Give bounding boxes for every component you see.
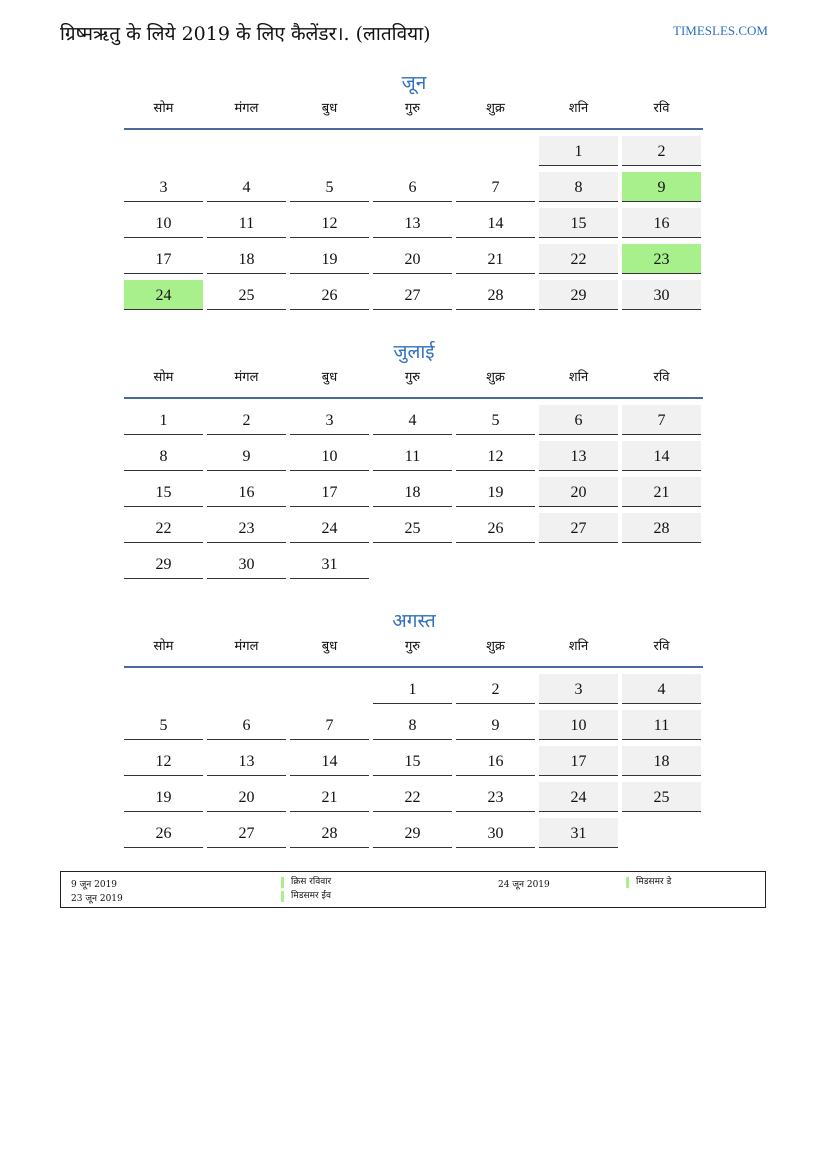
day-cell: 29 [373,818,452,848]
day-cell: 22 [539,244,618,274]
week-row [124,477,704,513]
day-cell: 16 [207,477,286,507]
weekday-header [124,98,704,128]
day-cell: 5 [290,172,369,202]
weekday-header [124,367,704,397]
legend-date: 23 जून 2019 [71,894,123,904]
empty-day-cell [373,136,452,166]
day-cell: 13 [207,746,286,776]
day-cell: 26 [290,280,369,310]
weekday-label: शनि [568,639,589,654]
legend-date: 9 जून 2019 [71,880,118,890]
day-cell: 27 [539,513,618,543]
day-cell: 16 [622,208,701,238]
weekday-label: रवि [653,101,670,116]
day-cell: 21 [290,782,369,812]
day-cell: 11 [373,441,452,471]
day-cell: 19 [124,782,203,812]
day-cell: 20 [207,782,286,812]
week-row [124,782,704,818]
weekday-label: शनि [568,101,589,116]
empty-day-cell [539,549,618,579]
day-cell: 7 [622,405,701,435]
day-cell: 5 [456,405,535,435]
day-cell: 6 [207,710,286,740]
legend-holiday-name: क्रिस रविवार [281,877,331,888]
day-cell: 20 [539,477,618,507]
day-cell: 22 [124,513,203,543]
week-row [124,280,704,316]
day-cell: 18 [373,477,452,507]
day-cell: 28 [622,513,701,543]
day-cell: 9 [622,172,701,202]
empty-day-cell [622,549,701,579]
day-cell: 23 [207,513,286,543]
day-cell: 23 [456,782,535,812]
day-cell: 31 [539,818,618,848]
day-cell: 30 [207,549,286,579]
day-cell: 4 [207,172,286,202]
week-row [124,674,704,710]
empty-day-cell [456,136,535,166]
day-cell: 8 [373,710,452,740]
site-link[interactable]: TIMESLES.COM [673,23,768,38]
day-cell: 29 [124,549,203,579]
week-row [124,172,704,208]
month-block [124,606,704,854]
day-cell: 6 [373,172,452,202]
week-row [124,136,704,172]
day-cell: 13 [373,208,452,238]
weekday-label: गुरु [404,639,421,654]
day-cell: 28 [290,818,369,848]
weekday-label: बुध [321,370,338,385]
day-cell: 2 [456,674,535,704]
weekday-label: गुरु [404,101,421,116]
day-cell: 6 [539,405,618,435]
day-cell: 25 [207,280,286,310]
weekday-label: मंगल [234,370,259,385]
day-cell: 14 [290,746,369,776]
day-cell: 10 [539,710,618,740]
day-cell: 14 [622,441,701,471]
week-row [124,549,704,585]
day-cell: 28 [456,280,535,310]
header-divider [124,128,703,130]
weekday-header [124,636,704,666]
day-cell: 30 [622,280,701,310]
day-cell: 25 [622,782,701,812]
empty-day-cell [290,674,369,704]
header-divider [124,397,703,399]
day-cell: 18 [207,244,286,274]
weekday-label: मंगल [234,101,259,116]
weekday-label: शुक्र [486,101,505,116]
week-row [124,818,704,854]
month-title: जून [401,72,427,94]
weekday-label: शुक्र [486,370,505,385]
day-cell: 15 [124,477,203,507]
day-cell: 11 [207,208,286,238]
weekday-label: मंगल [234,639,259,654]
day-cell: 2 [207,405,286,435]
day-cell: 29 [539,280,618,310]
day-cell: 30 [456,818,535,848]
weekday-label: सोम [153,370,174,385]
day-cell: 22 [373,782,452,812]
week-row [124,513,704,549]
day-cell: 3 [124,172,203,202]
day-cell: 17 [539,746,618,776]
day-cell: 1 [539,136,618,166]
weekday-label: शनि [568,370,589,385]
weekday-label: सोम [153,639,174,654]
day-cell: 9 [456,710,535,740]
week-row [124,244,704,280]
day-cell: 15 [539,208,618,238]
day-cell: 4 [373,405,452,435]
holiday-legend [60,871,766,908]
weekday-label: रवि [653,370,670,385]
day-cell: 21 [622,477,701,507]
day-cell: 17 [124,244,203,274]
day-cell: 26 [456,513,535,543]
day-cell: 7 [456,172,535,202]
day-cell: 12 [290,208,369,238]
day-cell: 5 [124,710,203,740]
weekday-label: बुध [321,101,338,116]
day-cell: 24 [539,782,618,812]
empty-day-cell [124,136,203,166]
weekday-label: शुक्र [486,639,505,654]
page-title: ग्रिष्मऋतु के लिये 2019 के लिए कैलेंडर।. (लातविया) [60,23,431,45]
legend-holiday-name: मिडसमर डे [626,877,671,888]
day-cell: 11 [622,710,701,740]
day-cell: 31 [290,549,369,579]
day-cell: 2 [622,136,701,166]
day-cell: 16 [456,746,535,776]
empty-day-cell [207,136,286,166]
day-cell: 27 [207,818,286,848]
weekday-label: बुध [321,639,338,654]
day-cell: 19 [290,244,369,274]
day-cell: 21 [456,244,535,274]
day-cell: 12 [456,441,535,471]
day-cell: 23 [622,244,701,274]
empty-day-cell [373,549,452,579]
day-cell: 25 [373,513,452,543]
day-cell: 17 [290,477,369,507]
day-cell: 3 [539,674,618,704]
day-cell: 1 [124,405,203,435]
day-cell: 20 [373,244,452,274]
day-cell: 9 [207,441,286,471]
month-block [124,337,704,585]
empty-day-cell [290,136,369,166]
day-cell: 24 [124,280,203,310]
empty-day-cell [207,674,286,704]
day-cell: 27 [373,280,452,310]
weekday-label: सोम [153,101,174,116]
day-cell: 19 [456,477,535,507]
day-cell: 4 [622,674,701,704]
day-cell: 18 [622,746,701,776]
empty-day-cell [622,818,701,848]
day-cell: 8 [124,441,203,471]
day-cell: 10 [290,441,369,471]
day-cell: 14 [456,208,535,238]
day-cell: 24 [290,513,369,543]
month-title: अगस्त [392,610,436,632]
month-block [124,68,704,316]
day-cell: 15 [373,746,452,776]
day-cell: 3 [290,405,369,435]
empty-day-cell [456,549,535,579]
month-title: जुलाई [393,341,435,363]
legend-date: 24 जून 2019 [498,880,550,890]
empty-day-cell [124,674,203,704]
week-row [124,208,704,244]
weekday-label: रवि [653,639,670,654]
day-cell: 13 [539,441,618,471]
day-cell: 8 [539,172,618,202]
legend-holiday-name: मिडसमर ईव [281,891,331,902]
week-row [124,441,704,477]
day-cell: 7 [290,710,369,740]
week-row [124,746,704,782]
day-cell: 10 [124,208,203,238]
week-row [124,710,704,746]
day-cell: 1 [373,674,452,704]
day-cell: 26 [124,818,203,848]
header-divider [124,666,703,668]
weekday-label: गुरु [404,370,421,385]
week-row [124,405,704,441]
day-cell: 12 [124,746,203,776]
